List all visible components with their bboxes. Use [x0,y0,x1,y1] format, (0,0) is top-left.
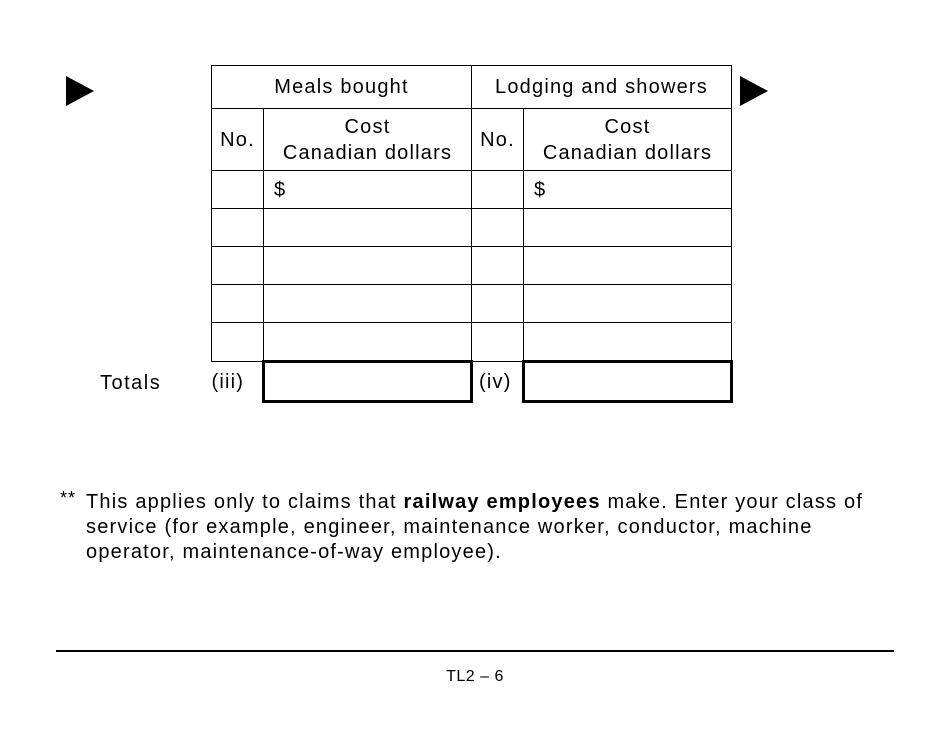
meals-no-cell[interactable] [212,171,264,209]
page-number: TL2 – 6 [446,668,504,685]
meals-lodging-table [211,65,733,403]
lodging-no-cell[interactable] [472,171,524,209]
lodging-showers-header: Lodging and showers [472,66,732,109]
totals-label: Totals [100,372,162,394]
lodging-total-ref: (iv) [472,362,524,402]
pointer-arrow-right-icon [740,76,768,106]
meals-no-cell[interactable] [212,247,264,285]
meals-no-header: No. [212,109,264,171]
table-row [212,323,732,362]
lodging-no-cell[interactable] [472,209,524,247]
table-header-row [212,66,732,109]
lodging-cost-cell[interactable] [524,209,732,247]
footer-divider [56,650,894,652]
footnote-marker: ** [60,488,77,508]
lodging-cost-cell[interactable]: $ [524,171,732,209]
lodging-cost-header [524,109,732,171]
meals-total-ref: (iii) [212,362,264,402]
meals-no-cell[interactable] [212,209,264,247]
totals-row [212,362,732,402]
lodging-no-cell[interactable] [472,285,524,323]
meals-cost-label: Cost [344,115,391,138]
lodging-cost-cell[interactable] [524,285,732,323]
footnote-text-bold: railway employees [403,491,601,513]
meals-cost-cell[interactable] [264,209,472,247]
meals-bought-header: Meals bought [212,66,472,109]
lodging-cost-cell[interactable] [524,323,732,362]
footnote-text [86,490,880,565]
meals-cost-cell[interactable]: $ [264,171,472,209]
lodging-cost-cell[interactable] [524,247,732,285]
lodging-no-header: No. [472,109,524,171]
pointer-arrow-left-icon [66,76,94,106]
footnote-text-before: This applies only to claims that [86,491,404,513]
meals-no-cell[interactable] [212,285,264,323]
table-row [212,285,732,323]
lodging-no-cell[interactable] [472,247,524,285]
meals-cost-header [264,109,472,171]
meals-currency-label: Canadian dollars [282,141,453,164]
meals-cost-cell[interactable] [264,323,472,362]
lodging-currency-label: Canadian dollars [542,141,713,164]
table-row [212,209,732,247]
footnote-text-after: make. Enter your class of service (for example, engineer, maintenance worker, conductor, machine operator, maintenance-of-way employee). [86,491,864,563]
meals-no-cell[interactable] [212,323,264,362]
lodging-cost-label: Cost [604,115,651,138]
meals-cost-cell[interactable] [264,285,472,323]
meals-total-field[interactable] [264,362,472,402]
table-row [212,247,732,285]
table-row [212,171,732,209]
table-subheader-row [212,109,732,171]
meals-cost-cell[interactable] [264,247,472,285]
lodging-total-field[interactable] [524,362,732,402]
footnote [60,490,880,565]
lodging-no-cell[interactable] [472,323,524,362]
